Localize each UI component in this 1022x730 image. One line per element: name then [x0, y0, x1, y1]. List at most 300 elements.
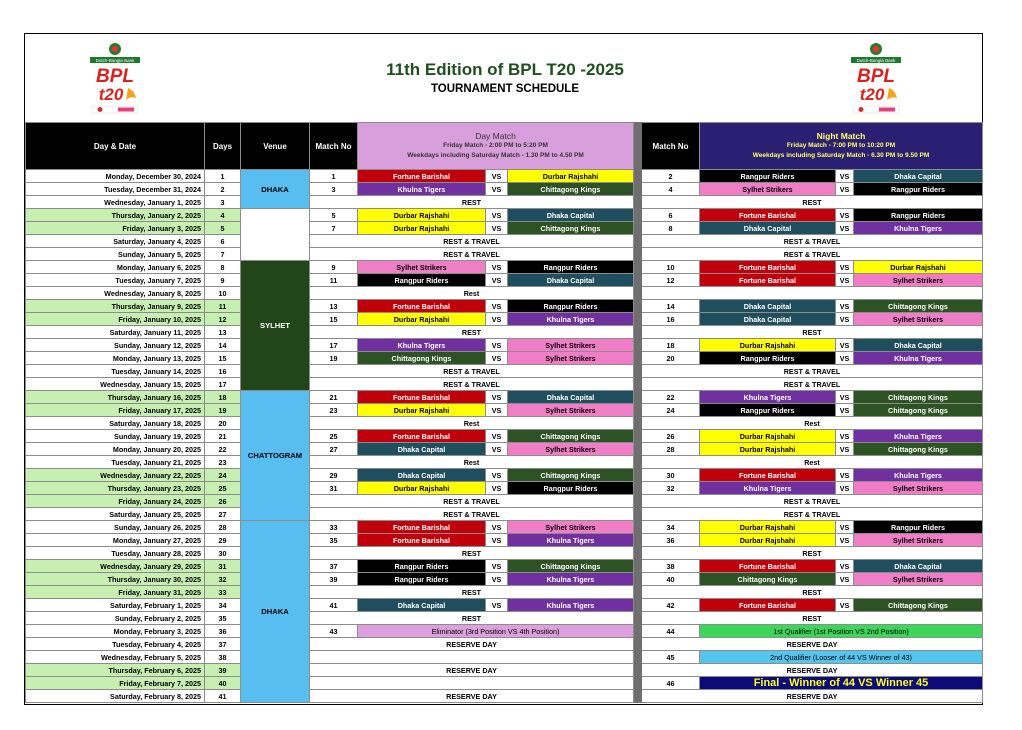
column-separator: [634, 352, 642, 365]
day-number-cell: 4: [205, 209, 241, 222]
vs-label: VS: [836, 261, 854, 274]
schedule-row: [26, 391, 983, 404]
date-cell: Sunday, January 12, 2025: [26, 339, 205, 352]
night-away-team: Khulna Tigers: [854, 430, 983, 443]
column-separator: [634, 209, 642, 222]
column-separator: [634, 664, 642, 677]
vs-label: VS: [836, 599, 854, 612]
day-away-team: Chittagong Kings: [508, 469, 634, 482]
day-number-cell: 22: [205, 443, 241, 456]
night-home-team: Durbar Rajshahi: [700, 339, 836, 352]
day-number-cell: 29: [205, 534, 241, 547]
date-cell: Saturday, January 4, 2025: [26, 235, 205, 248]
night-away-team: Khulna Tigers: [854, 352, 983, 365]
night-home-team: Fortune Barishal: [700, 469, 836, 482]
night-home-team: Dhaka Capital: [700, 300, 836, 313]
night-match-number: 14: [642, 300, 700, 313]
day-status-cell: REST & TRAVEL: [310, 378, 634, 391]
vs-label: VS: [486, 274, 508, 287]
day-match-number: 41: [310, 599, 358, 612]
day-home-team: Durbar Rajshahi: [358, 209, 486, 222]
day-match-friday-time: Friday Match - 2:00 PM to 5:20 PM: [443, 142, 548, 149]
vs-label: VS: [486, 209, 508, 222]
night-match-number: 46: [642, 677, 700, 690]
column-separator: [634, 183, 642, 196]
schedule-row: [26, 339, 983, 352]
page-subtitle: TOURNAMENT SCHEDULE: [430, 83, 579, 95]
day-match-number: 43: [310, 625, 358, 638]
header-row: [26, 123, 983, 170]
day-away-team: Chittagong Kings: [508, 430, 634, 443]
night-match-number: 28: [642, 443, 700, 456]
schedule-row: [26, 209, 983, 222]
night-match-number: 24: [642, 404, 700, 417]
date-cell: Monday, December 30, 2024: [26, 170, 205, 183]
day-status-cell: REST: [310, 326, 634, 339]
schedule-body: [26, 170, 983, 703]
day-match-title: Day Match: [475, 131, 516, 141]
schedule-row: [26, 664, 983, 677]
date-cell: Wednesday, January 15, 2025: [26, 378, 205, 391]
vs-label: VS: [486, 183, 508, 196]
vs-label: VS: [486, 599, 508, 612]
day-number-cell: 30: [205, 547, 241, 560]
vs-label: VS: [836, 469, 854, 482]
vs-label: VS: [486, 222, 508, 235]
vs-label: VS: [836, 183, 854, 196]
vs-label: VS: [486, 261, 508, 274]
day-number-cell: 33: [205, 586, 241, 599]
col-header-night-match: [700, 123, 983, 170]
date-cell: Thursday, January 2, 2025: [26, 209, 205, 222]
date-cell: Tuesday, February 4, 2025: [26, 638, 205, 651]
day-match-number: 3: [310, 183, 358, 196]
day-home-team: Fortune Barishal: [358, 534, 486, 547]
night-status-cell: Rest: [642, 417, 983, 430]
day-number-cell: 8: [205, 261, 241, 274]
schedule-row: [26, 469, 983, 482]
date-cell: Saturday, January 25, 2025: [26, 508, 205, 521]
day-home-team: Fortune Barishal: [358, 391, 486, 404]
night-status-cell: RESERVE DAY: [642, 638, 983, 651]
vs-label: VS: [486, 573, 508, 586]
date-cell: Thursday, January 9, 2025: [26, 300, 205, 313]
schedule-row: [26, 482, 983, 495]
day-number-cell: 5: [205, 222, 241, 235]
night-away-team: Khulna Tigers: [854, 222, 983, 235]
schedule-row: [26, 248, 983, 261]
vs-label: VS: [486, 443, 508, 456]
column-separator: [634, 339, 642, 352]
day-number-cell: 41: [205, 690, 241, 703]
day-status-cell: REST: [310, 547, 634, 560]
day-number-cell: 20: [205, 417, 241, 430]
night-home-team: Fortune Barishal: [700, 560, 836, 573]
vs-label: VS: [836, 573, 854, 586]
night-status-cell: REST & TRAVEL: [642, 248, 983, 261]
day-number-cell: 32: [205, 573, 241, 586]
day-away-team: Khulna Tigers: [508, 599, 634, 612]
night-home-team: Durbar Rajshahi: [700, 443, 836, 456]
vs-label: VS: [486, 560, 508, 573]
date-cell: Tuesday, January 28, 2025: [26, 547, 205, 560]
night-match-title: Night Match: [816, 131, 866, 141]
night-away-team: Sylhet Strikers: [854, 482, 983, 495]
night-match-number: 36: [642, 534, 700, 547]
vs-label: VS: [836, 313, 854, 326]
day-number-cell: 1: [205, 170, 241, 183]
schedule-row: [26, 651, 983, 664]
night-home-team: Khulna Tigers: [700, 391, 836, 404]
vs-label: VS: [836, 300, 854, 313]
day-home-team: Dhaka Capital: [358, 443, 486, 456]
day-status-cell: [310, 651, 634, 664]
date-cell: Saturday, January 11, 2025: [26, 326, 205, 339]
column-separator: [634, 274, 642, 287]
night-away-team: Chittagong Kings: [854, 391, 983, 404]
column-separator: [634, 443, 642, 456]
vs-label: VS: [836, 430, 854, 443]
day-away-team: Chittagong Kings: [508, 222, 634, 235]
night-away-team: Rangpur Riders: [854, 209, 983, 222]
column-separator: [634, 417, 642, 430]
day-status-cell: REST: [310, 612, 634, 625]
column-separator: [634, 261, 642, 274]
schedule-row: [26, 443, 983, 456]
night-away-team: Rangpur Riders: [854, 521, 983, 534]
schedule-row: [26, 586, 983, 599]
vs-label: VS: [486, 430, 508, 443]
page-title: 11th Edition of BPL T20 -2025: [386, 60, 624, 79]
day-home-team: Fortune Barishal: [358, 521, 486, 534]
schedule-sheet: [24, 33, 983, 705]
schedule-row: [26, 573, 983, 586]
column-separator: [634, 573, 642, 586]
date-cell: Monday, February 3, 2025: [26, 625, 205, 638]
day-status-cell: RESERVE DAY: [310, 690, 634, 703]
day-match-number: 23: [310, 404, 358, 417]
day-match-number: 39: [310, 573, 358, 586]
column-separator: [634, 235, 642, 248]
night-match-number: 4: [642, 183, 700, 196]
night-status-cell: REST: [642, 612, 983, 625]
day-number-cell: 35: [205, 612, 241, 625]
col-header-venue: Venue: [241, 123, 310, 170]
night-away-team: Dhaka Capital: [854, 560, 983, 573]
vs-label: VS: [486, 300, 508, 313]
vs-label: VS: [486, 404, 508, 417]
vs-label: VS: [836, 560, 854, 573]
date-cell: Saturday, February 1, 2025: [26, 599, 205, 612]
night-home-team: Dhaka Capital: [700, 222, 836, 235]
day-number-cell: 21: [205, 430, 241, 443]
date-cell: Thursday, January 30, 2025: [26, 573, 205, 586]
day-number-cell: 38: [205, 651, 241, 664]
col-header-match-no: Match No: [310, 123, 358, 170]
vs-label: VS: [836, 170, 854, 183]
schedule-row: [26, 534, 983, 547]
column-separator: [634, 378, 642, 391]
day-home-team: Fortune Barishal: [358, 430, 486, 443]
logo-edition-text: t20: [98, 85, 124, 104]
column-separator: [634, 690, 642, 703]
day-match-number: 17: [310, 339, 358, 352]
day-number-cell: 13: [205, 326, 241, 339]
night-match-number: 16: [642, 313, 700, 326]
night-status-cell: REST & TRAVEL: [642, 365, 983, 378]
night-home-team: Fortune Barishal: [700, 209, 836, 222]
day-number-cell: 31: [205, 560, 241, 573]
schedule-row: [26, 352, 983, 365]
date-cell: Sunday, January 5, 2025: [26, 248, 205, 261]
night-away-team: Rangpur Riders: [854, 183, 983, 196]
night-home-team: Rangpur Riders: [700, 352, 836, 365]
schedule-row: [26, 547, 983, 560]
day-home-team: Khulna Tigers: [358, 339, 486, 352]
day-home-team: Rangpur Riders: [358, 274, 486, 287]
day-match-number: 1: [310, 170, 358, 183]
vs-label: VS: [836, 443, 854, 456]
night-home-team: Durbar Rajshahi: [700, 430, 836, 443]
day-match-number: 19: [310, 352, 358, 365]
night-home-team: Fortune Barishal: [700, 274, 836, 287]
day-status-cell: REST & TRAVEL: [310, 495, 634, 508]
column-separator: [634, 677, 642, 690]
day-away-team: Chittagong Kings: [508, 560, 634, 573]
day-away-team: Rangpur Riders: [508, 261, 634, 274]
day-number-cell: 6: [205, 235, 241, 248]
date-cell: Tuesday, January 21, 2025: [26, 456, 205, 469]
vs-label: VS: [836, 222, 854, 235]
day-home-team: Rangpur Riders: [358, 573, 486, 586]
day-away-team: Rangpur Riders: [508, 482, 634, 495]
column-separator: [634, 534, 642, 547]
vs-label: VS: [836, 521, 854, 534]
day-away-team: Sylhet Strikers: [508, 352, 634, 365]
eliminator-cell: Eliminator (3rd Position VS 4th Position): [358, 625, 634, 638]
day-away-team: Khulna Tigers: [508, 313, 634, 326]
column-separator: [634, 123, 642, 170]
day-number-cell: 25: [205, 482, 241, 495]
day-number-cell: 2: [205, 183, 241, 196]
venue-cell: DHAKA: [241, 170, 310, 209]
day-home-team: Rangpur Riders: [358, 560, 486, 573]
night-match-number: 2: [642, 170, 700, 183]
day-number-cell: 11: [205, 300, 241, 313]
day-number-cell: 12: [205, 313, 241, 326]
day-away-team: Dhaka Capital: [508, 209, 634, 222]
day-number-cell: 39: [205, 664, 241, 677]
day-number-cell: 28: [205, 521, 241, 534]
date-cell: Friday, January 24, 2025: [26, 495, 205, 508]
column-separator: [634, 560, 642, 573]
schedule-row: [26, 560, 983, 573]
day-number-cell: 40: [205, 677, 241, 690]
vs-label: VS: [486, 469, 508, 482]
logo-sponsor-text: Dutch-Bangla Bank: [856, 58, 896, 63]
vs-label: VS: [486, 482, 508, 495]
date-cell: Monday, January 6, 2025: [26, 261, 205, 274]
night-away-team: Dhaka Capital: [854, 339, 983, 352]
date-cell: Monday, January 13, 2025: [26, 352, 205, 365]
day-number-cell: 7: [205, 248, 241, 261]
day-number-cell: 24: [205, 469, 241, 482]
schedule-row: [26, 170, 983, 183]
night-away-team: Dhaka Capital: [854, 170, 983, 183]
day-status-cell: REST: [310, 586, 634, 599]
night-status-cell: Rest: [642, 456, 983, 469]
vs-label: VS: [836, 352, 854, 365]
night-match-number: 30: [642, 469, 700, 482]
night-home-team: Sylhet Strikers: [700, 183, 836, 196]
day-home-team: Chittagong Kings: [358, 352, 486, 365]
vs-label: VS: [486, 339, 508, 352]
day-away-team: Khulna Tigers: [508, 534, 634, 547]
day-away-team: Sylhet Strikers: [508, 521, 634, 534]
schedule-row: [26, 625, 983, 638]
day-match-number: 31: [310, 482, 358, 495]
schedule-row: [26, 430, 983, 443]
date-cell: Friday, January 31, 2025: [26, 586, 205, 599]
date-cell: Sunday, January 26, 2025: [26, 521, 205, 534]
col-header-date: Day & Date: [26, 123, 205, 170]
day-away-team: Durbar Rajshahi: [508, 170, 634, 183]
night-status-cell: REST: [642, 196, 983, 209]
date-cell: Friday, January 17, 2025: [26, 404, 205, 417]
day-status-cell: REST & TRAVEL: [310, 248, 634, 261]
schedule-row: [26, 456, 983, 469]
day-match-number: 33: [310, 521, 358, 534]
day-home-team: Durbar Rajshahi: [358, 222, 486, 235]
day-number-cell: 36: [205, 625, 241, 638]
night-home-team: Rangpur Riders: [700, 404, 836, 417]
logo-sponsor-text: Dutch-Bangla Bank: [95, 58, 135, 63]
day-number-cell: 34: [205, 599, 241, 612]
day-away-team: Sylhet Strikers: [508, 443, 634, 456]
night-away-team: Durbar Rajshahi: [854, 261, 983, 274]
night-status-cell: REST & TRAVEL: [642, 235, 983, 248]
day-status-cell: REST & TRAVEL: [310, 508, 634, 521]
night-match-number: 8: [642, 222, 700, 235]
night-match-number: 6: [642, 209, 700, 222]
night-match-number: 34: [642, 521, 700, 534]
schedule-row: [26, 599, 983, 612]
day-number-cell: 23: [205, 456, 241, 469]
column-separator: [634, 586, 642, 599]
schedule-table: [25, 122, 983, 703]
day-away-team: Chittagong Kings: [508, 183, 634, 196]
day-status-cell: Rest: [310, 417, 634, 430]
date-cell: Friday, February 7, 2025: [26, 677, 205, 690]
schedule-row: [26, 495, 983, 508]
final-match-cell: Final - Winner of 44 VS Winner 45: [700, 677, 983, 690]
day-number-cell: 19: [205, 404, 241, 417]
date-cell: Sunday, February 2, 2025: [26, 612, 205, 625]
night-match-weekday-time: Weekdays including Saturday Match - 6.30 PM to 9.50 PM: [752, 152, 930, 159]
day-number-cell: 18: [205, 391, 241, 404]
day-match-number: 35: [310, 534, 358, 547]
vs-label: VS: [486, 521, 508, 534]
logo-brand-text: BPL: [96, 66, 134, 87]
qualifier-cell: 1st Qualifier (1st Position VS 2nd Position): [700, 625, 983, 638]
schedule-row: [26, 313, 983, 326]
day-home-team: Durbar Rajshahi: [358, 313, 486, 326]
night-away-team: Khulna Tigers: [854, 469, 983, 482]
night-home-team: Chittagong Kings: [700, 573, 836, 586]
day-home-team: Fortune Barishal: [358, 300, 486, 313]
night-status-cell: [642, 287, 983, 300]
night-home-team: Rangpur Riders: [700, 170, 836, 183]
night-match-number: 22: [642, 391, 700, 404]
day-match-weekday-time: Weekdays including Saturday Match - 1.30 PM to 4.50 PM: [407, 152, 584, 159]
night-home-team: Fortune Barishal: [700, 261, 836, 274]
day-number-cell: 3: [205, 196, 241, 209]
schedule-row: [26, 677, 983, 690]
logo-edition-text: t20: [859, 85, 885, 104]
schedule-row: [26, 235, 983, 248]
day-home-team: Dhaka Capital: [358, 599, 486, 612]
column-separator: [634, 196, 642, 209]
schedule-row: [26, 612, 983, 625]
day-home-team: Dhaka Capital: [358, 469, 486, 482]
day-status-cell: RESERVE DAY: [310, 638, 634, 651]
night-status-cell: REST & TRAVEL: [642, 508, 983, 521]
date-cell: Tuesday, January 7, 2025: [26, 274, 205, 287]
night-match-number: 12: [642, 274, 700, 287]
date-cell: Wednesday, January 22, 2025: [26, 469, 205, 482]
date-cell: Friday, January 3, 2025: [26, 222, 205, 235]
column-separator: [634, 495, 642, 508]
vs-label: VS: [836, 534, 854, 547]
qualifier-cell: 2nd Qualifier (Looser of 44 VS Winner of 43): [700, 651, 983, 664]
vs-label: VS: [836, 339, 854, 352]
day-home-team: Sylhet Strikers: [358, 261, 486, 274]
day-away-team: Sylhet Strikers: [508, 339, 634, 352]
column-separator: [634, 430, 642, 443]
column-separator: [634, 482, 642, 495]
day-match-number: 11: [310, 274, 358, 287]
date-cell: Wednesday, January 1, 2025: [26, 196, 205, 209]
night-match-number: 45: [642, 651, 700, 664]
column-separator: [634, 612, 642, 625]
night-match-number: 40: [642, 573, 700, 586]
night-match-number: 42: [642, 599, 700, 612]
vs-label: VS: [486, 391, 508, 404]
column-separator: [634, 287, 642, 300]
date-cell: Sunday, January 19, 2025: [26, 430, 205, 443]
col-header-day-match: [358, 123, 634, 170]
venue-cell: [241, 209, 310, 261]
column-separator: [634, 404, 642, 417]
day-match-number: 13: [310, 300, 358, 313]
day-status-cell: RESERVE DAY: [310, 664, 634, 677]
bpl-logo-left: [84, 40, 146, 120]
day-status-cell: [310, 677, 634, 690]
vs-label: VS: [486, 352, 508, 365]
night-home-team: Khulna Tigers: [700, 482, 836, 495]
schedule-row: [26, 417, 983, 430]
day-match-number: 7: [310, 222, 358, 235]
date-cell: Wednesday, February 5, 2025: [26, 651, 205, 664]
night-home-team: Dhaka Capital: [700, 313, 836, 326]
night-status-cell: REST & TRAVEL: [642, 378, 983, 391]
day-home-team: Durbar Rajshahi: [358, 482, 486, 495]
schedule-row: [26, 508, 983, 521]
schedule-row: [26, 274, 983, 287]
column-separator: [634, 170, 642, 183]
day-match-number: 9: [310, 261, 358, 274]
night-match-number: 20: [642, 352, 700, 365]
